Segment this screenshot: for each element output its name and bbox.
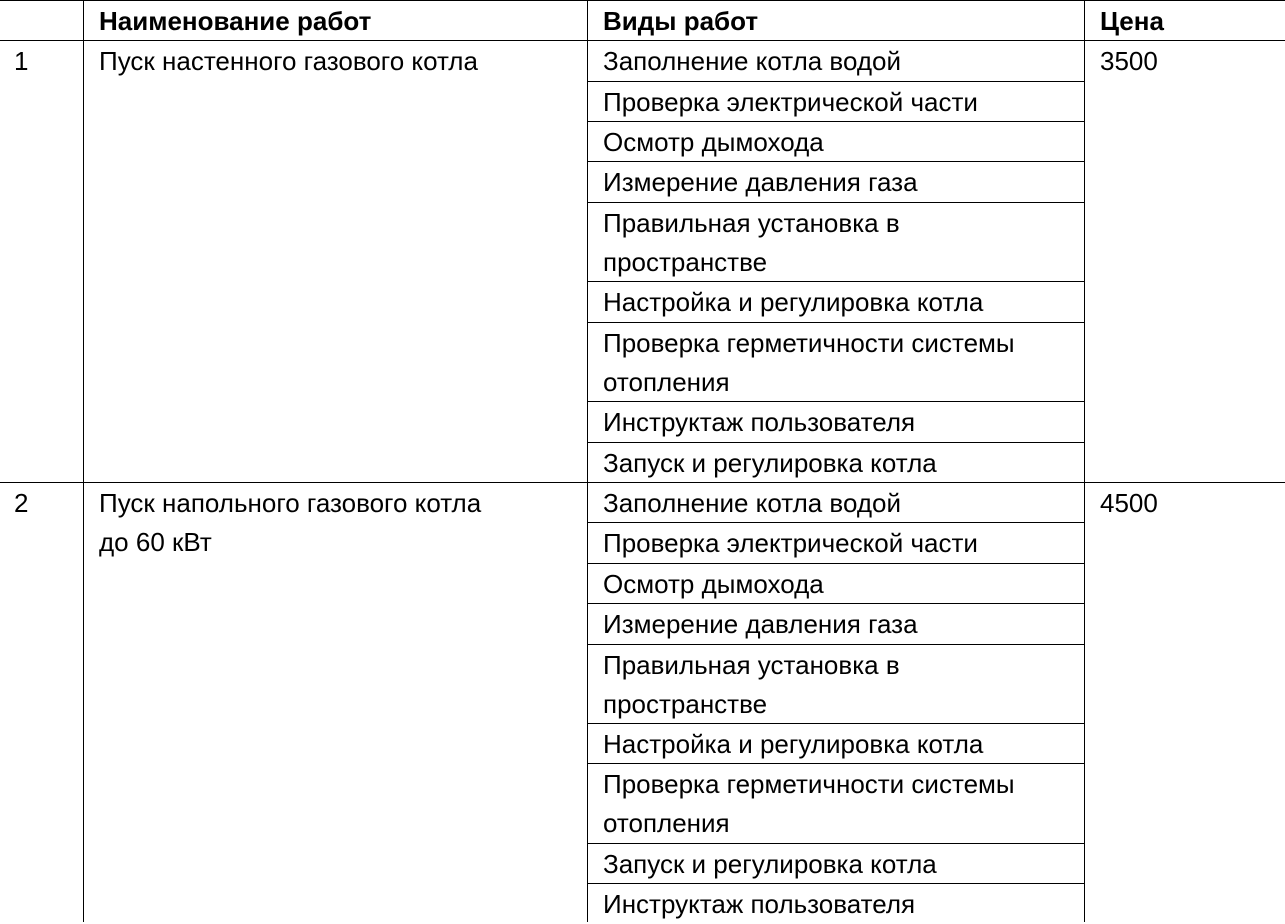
work-row-divider bbox=[588, 121, 1085, 122]
work-type-item: Осмотр дымохода bbox=[603, 569, 824, 599]
work-type-item: Осмотр дымохода bbox=[603, 127, 824, 157]
work-type-item: Правильная установка в bbox=[603, 208, 900, 238]
work-row-divider bbox=[588, 723, 1085, 724]
header-work-name: Наименование работ bbox=[99, 6, 372, 36]
column-separator bbox=[83, 0, 84, 922]
work-type-item: Измерение давления газа bbox=[603, 167, 918, 197]
price-value: 4500 bbox=[1100, 488, 1158, 518]
work-type-item: Проверка электрической части bbox=[603, 87, 978, 117]
work-type-item: Инструктаж пользователя bbox=[603, 407, 916, 437]
header-price: Цена bbox=[1100, 6, 1164, 36]
work-row-divider bbox=[588, 442, 1085, 443]
work-row-divider bbox=[588, 322, 1085, 323]
work-row-divider bbox=[588, 281, 1085, 282]
work-type-item: Проверка электрической части bbox=[603, 528, 978, 558]
column-separator bbox=[587, 0, 588, 922]
column-separator bbox=[1084, 0, 1085, 922]
work-row-divider bbox=[588, 603, 1085, 604]
work-row-divider bbox=[588, 644, 1085, 645]
row-number: 1 bbox=[14, 46, 29, 76]
work-type-item: Настройка и регулировка котла bbox=[603, 729, 984, 759]
work-row-divider bbox=[588, 522, 1085, 523]
work-row-divider bbox=[588, 563, 1085, 564]
table-top-border bbox=[0, 0, 1285, 1]
work-type-item-cont: отопления bbox=[603, 367, 730, 397]
work-type-item: Запуск и регулировка котла bbox=[603, 849, 937, 879]
price-value: 3500 bbox=[1100, 46, 1158, 76]
work-type-item: Заполнение котла водой bbox=[603, 488, 901, 518]
work-name-cont: до 60 кВт bbox=[99, 527, 212, 557]
work-type-item-cont: пространстве bbox=[603, 247, 768, 277]
work-row-divider bbox=[588, 401, 1085, 402]
work-name: Пуск настенного газового котла bbox=[99, 46, 478, 76]
work-type-item-cont: отопления bbox=[603, 808, 730, 838]
work-type-item: Запуск и регулировка котла bbox=[603, 448, 937, 478]
work-type-item: Измерение давления газа bbox=[603, 609, 918, 639]
header-work-types: Виды работ bbox=[603, 6, 759, 36]
work-row-divider bbox=[588, 161, 1085, 162]
work-type-item: Проверка герметичности системы bbox=[603, 769, 1015, 799]
work-type-item: Правильная установка в bbox=[603, 650, 900, 680]
work-name: Пуск напольного газового котла bbox=[99, 488, 482, 518]
work-type-item: Настройка и регулировка котла bbox=[603, 287, 984, 317]
work-row-divider bbox=[588, 843, 1085, 844]
work-type-item: Инструктаж пользователя bbox=[603, 889, 916, 919]
work-row-divider bbox=[588, 81, 1085, 82]
work-row-divider bbox=[588, 763, 1085, 764]
work-type-item: Проверка герметичности системы bbox=[603, 328, 1015, 358]
row-separator bbox=[0, 482, 1285, 483]
work-row-divider bbox=[588, 883, 1085, 884]
work-type-item: Заполнение котла водой bbox=[603, 46, 901, 76]
work-type-item-cont: пространстве bbox=[603, 689, 768, 719]
row-number: 2 bbox=[14, 488, 29, 518]
work-row-divider bbox=[588, 202, 1085, 203]
